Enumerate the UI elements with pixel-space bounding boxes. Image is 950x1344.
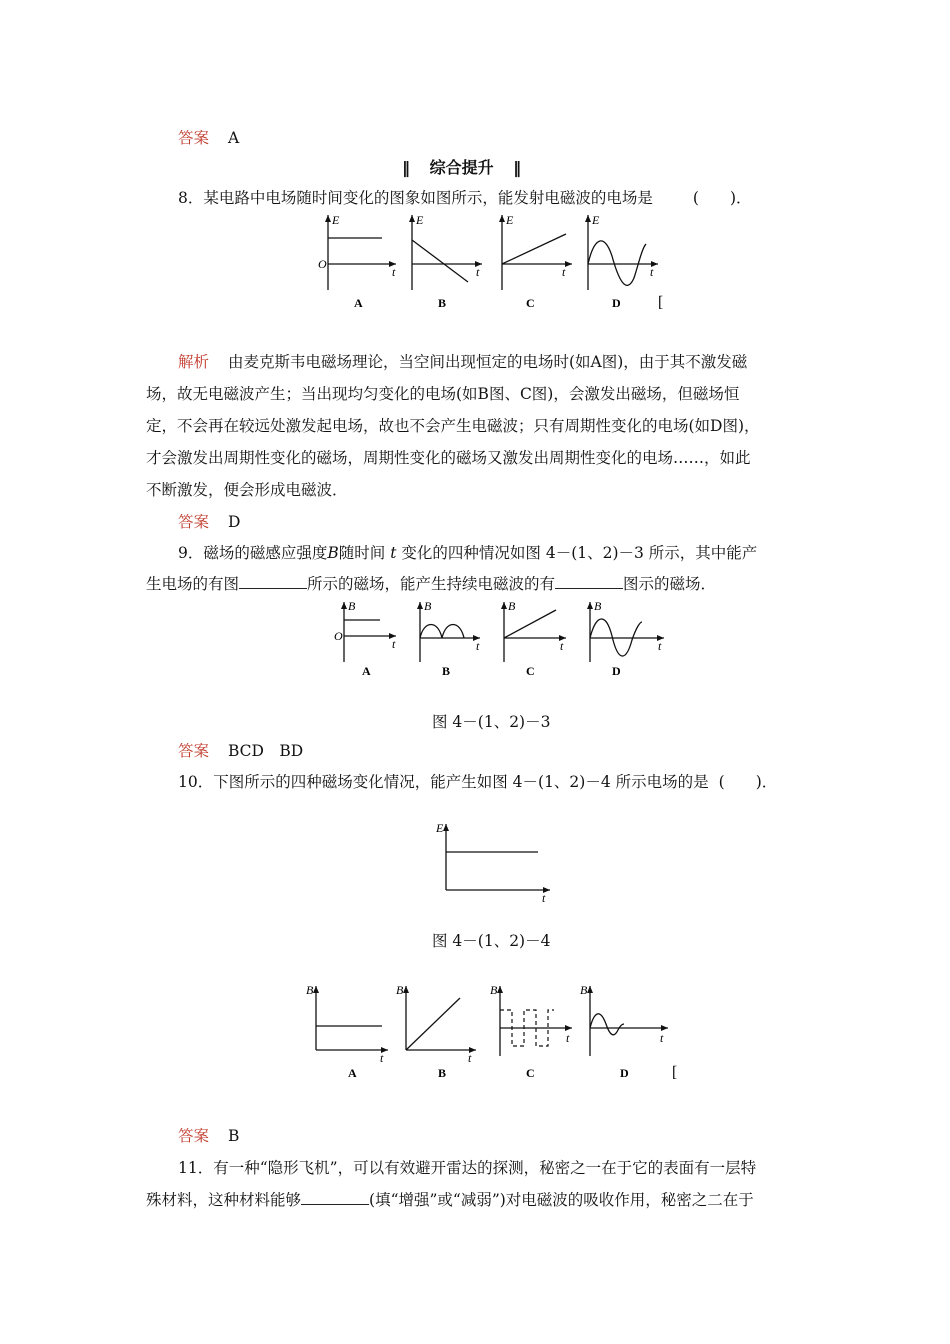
q10-figure-group — [300, 984, 690, 1084]
answer-line — [178, 1126, 239, 1146]
axis-label-b: B — [348, 599, 356, 613]
axis-label-t: t — [392, 637, 396, 651]
fill-blank[interactable] — [301, 1190, 369, 1205]
question-9-line-2 — [146, 574, 716, 594]
question-number: 8． — [178, 189, 204, 207]
question-text: 所示的磁场，能产生持续电磁波的有 — [307, 575, 556, 593]
answer-bracket: ( )． — [692, 189, 752, 207]
axis-label-e: E — [506, 213, 514, 227]
axis-label-b: B — [306, 983, 314, 997]
question-number: 9． — [178, 544, 204, 562]
axis-label-t: t — [658, 639, 662, 653]
axis-label-t: t — [468, 1051, 472, 1065]
solution-label: 解析 — [178, 353, 210, 371]
answer-line — [178, 741, 303, 761]
q8-graph-c — [502, 213, 572, 310]
answer-line — [178, 512, 240, 532]
axis-label-e: E — [416, 213, 424, 227]
caption-d: D — [612, 296, 621, 310]
caption-b: B — [438, 296, 447, 310]
answer-value: B — [227, 1127, 240, 1145]
question-number: 11． — [178, 1159, 214, 1177]
stray-bracket: [ — [672, 1064, 678, 1081]
q10-graph-c — [490, 983, 572, 1080]
q8-figure-group — [300, 210, 680, 315]
question-text: 下图所示的四种磁场变化情况，能产生如图 4－(1、2)－4 所示电场的是 — [213, 773, 709, 791]
caption-d: D — [612, 664, 621, 678]
caption-a: A — [362, 664, 371, 678]
question-text: 变化的四种情况如图 4－(1、2)－3 所示，其中能产 — [401, 544, 758, 562]
fill-blank-2[interactable] — [555, 574, 623, 589]
section-bar-left: ‖ — [402, 158, 410, 177]
question-text: 图示的磁场． — [623, 575, 717, 593]
question-11-line-1 — [178, 1158, 756, 1178]
axis-label-t: t — [476, 639, 480, 653]
q8-graph-a — [318, 213, 396, 310]
origin-label: O — [334, 629, 343, 643]
q10-graph-a — [306, 983, 388, 1080]
variable-t: t — [390, 544, 397, 562]
axis-label-t: t — [660, 1031, 664, 1045]
stray-bracket: [ — [658, 294, 664, 311]
q9-graph-a — [334, 599, 396, 678]
q10-e-graph — [430, 822, 560, 912]
axis-label-t: t — [560, 639, 564, 653]
question-10-stem — [178, 772, 777, 792]
answer-value: D — [227, 513, 241, 531]
axis-label-e: E — [592, 213, 600, 227]
caption-c: C — [526, 296, 535, 310]
question-text: 生电场的有图 — [146, 575, 240, 593]
caption-d: D — [620, 1066, 629, 1080]
axis-label-t: t — [380, 1051, 384, 1065]
q9-figure-group — [320, 600, 720, 685]
q8-graph-b — [412, 213, 482, 310]
answer-value: BCD BD — [227, 742, 304, 760]
answer-line — [178, 128, 239, 148]
axis-label-t: t — [562, 265, 566, 279]
q9-graph-b — [420, 599, 480, 678]
question-8-stem — [178, 188, 752, 208]
fill-blank-1[interactable] — [239, 574, 307, 589]
question-text: 殊材料，这种材料能够 — [146, 1191, 302, 1209]
caption-a: A — [348, 1066, 357, 1080]
caption-b: B — [438, 1066, 447, 1080]
q10-graph-d — [580, 983, 677, 1081]
answer-bracket: ( )． — [718, 773, 778, 791]
q9-graph-d — [590, 599, 664, 678]
axis-label-b: B — [490, 983, 498, 997]
axis-label-t: t — [566, 1031, 570, 1045]
variable-b: B — [327, 544, 339, 562]
solution-line-2: 场，故无电磁波产生；当出现均匀变化的电场(如B图、C图)，会激发出磁场，但磁场恒 — [146, 385, 740, 403]
question-11-line-2 — [146, 1190, 754, 1210]
question-text: 随时间 — [338, 544, 386, 562]
axis-label-b: B — [580, 983, 588, 997]
question-text: 磁场的磁感应强度 — [203, 544, 328, 562]
q10-graph-b — [396, 983, 476, 1080]
q8-graph-d — [588, 213, 663, 311]
section-bar-right: ‖ — [513, 158, 522, 177]
question-text: 有一种“隐形飞机”，可以有效避开雷达的探测，秘密之一在于它的表面有一层特 — [213, 1159, 757, 1177]
solution-line-5: 不断激发，便会形成电磁波． — [146, 481, 348, 499]
axis-label-e: E — [436, 821, 444, 835]
q9-graph-c — [504, 599, 566, 678]
solution-text: 由麦克斯韦电磁场理论，当空间出现恒定的电场时(如A图)，由于其不激发磁 — [227, 353, 748, 371]
solution-line-1 — [178, 352, 747, 372]
axis-label-t: t — [650, 265, 654, 279]
question-number: 10． — [178, 773, 214, 791]
caption-b: B — [442, 664, 451, 678]
answer-value: A — [227, 129, 240, 147]
answer-label: 答案 — [178, 513, 210, 531]
solution-line-3: 定，不会再在较远处激发起电场，故也不会产生电磁波；只有周期性变化的电场(如D图)， — [146, 417, 760, 435]
solution-line-4: 才会激发出周期性变化的磁场，周期性变化的磁场又激发出周期性变化的电场……，如此 — [146, 449, 751, 467]
figure-caption: 图 4－(1、2)－3 — [432, 713, 551, 731]
axis-label-b: B — [594, 599, 602, 613]
axis-label-b: B — [396, 983, 404, 997]
caption-c: C — [526, 1066, 535, 1080]
question-text: 某电路中电场随时间变化的图象如图所示，能发射电磁波的电场是 — [203, 189, 653, 207]
caption-c: C — [526, 664, 535, 678]
answer-label: 答案 — [178, 742, 210, 760]
axis-label-t: t — [392, 265, 396, 279]
axis-label-e: E — [332, 213, 340, 227]
section-title: 综合提升 — [429, 158, 494, 177]
figure-caption: 图 4－(1、2)－4 — [432, 932, 551, 950]
axis-label-b: B — [424, 599, 432, 613]
origin-label: O — [318, 257, 327, 271]
question-text: (填“增强”或“减弱”)对电磁波的吸收作用，秘密之二在于 — [369, 1191, 754, 1209]
question-9-line-1 — [178, 543, 757, 563]
answer-label: 答案 — [178, 1127, 210, 1145]
axis-label-t: t — [476, 265, 480, 279]
answer-label: 答案 — [178, 129, 210, 147]
caption-a: A — [354, 296, 363, 310]
axis-label-b: B — [508, 599, 516, 613]
section-heading — [402, 155, 521, 178]
axis-label-t: t — [542, 891, 546, 905]
